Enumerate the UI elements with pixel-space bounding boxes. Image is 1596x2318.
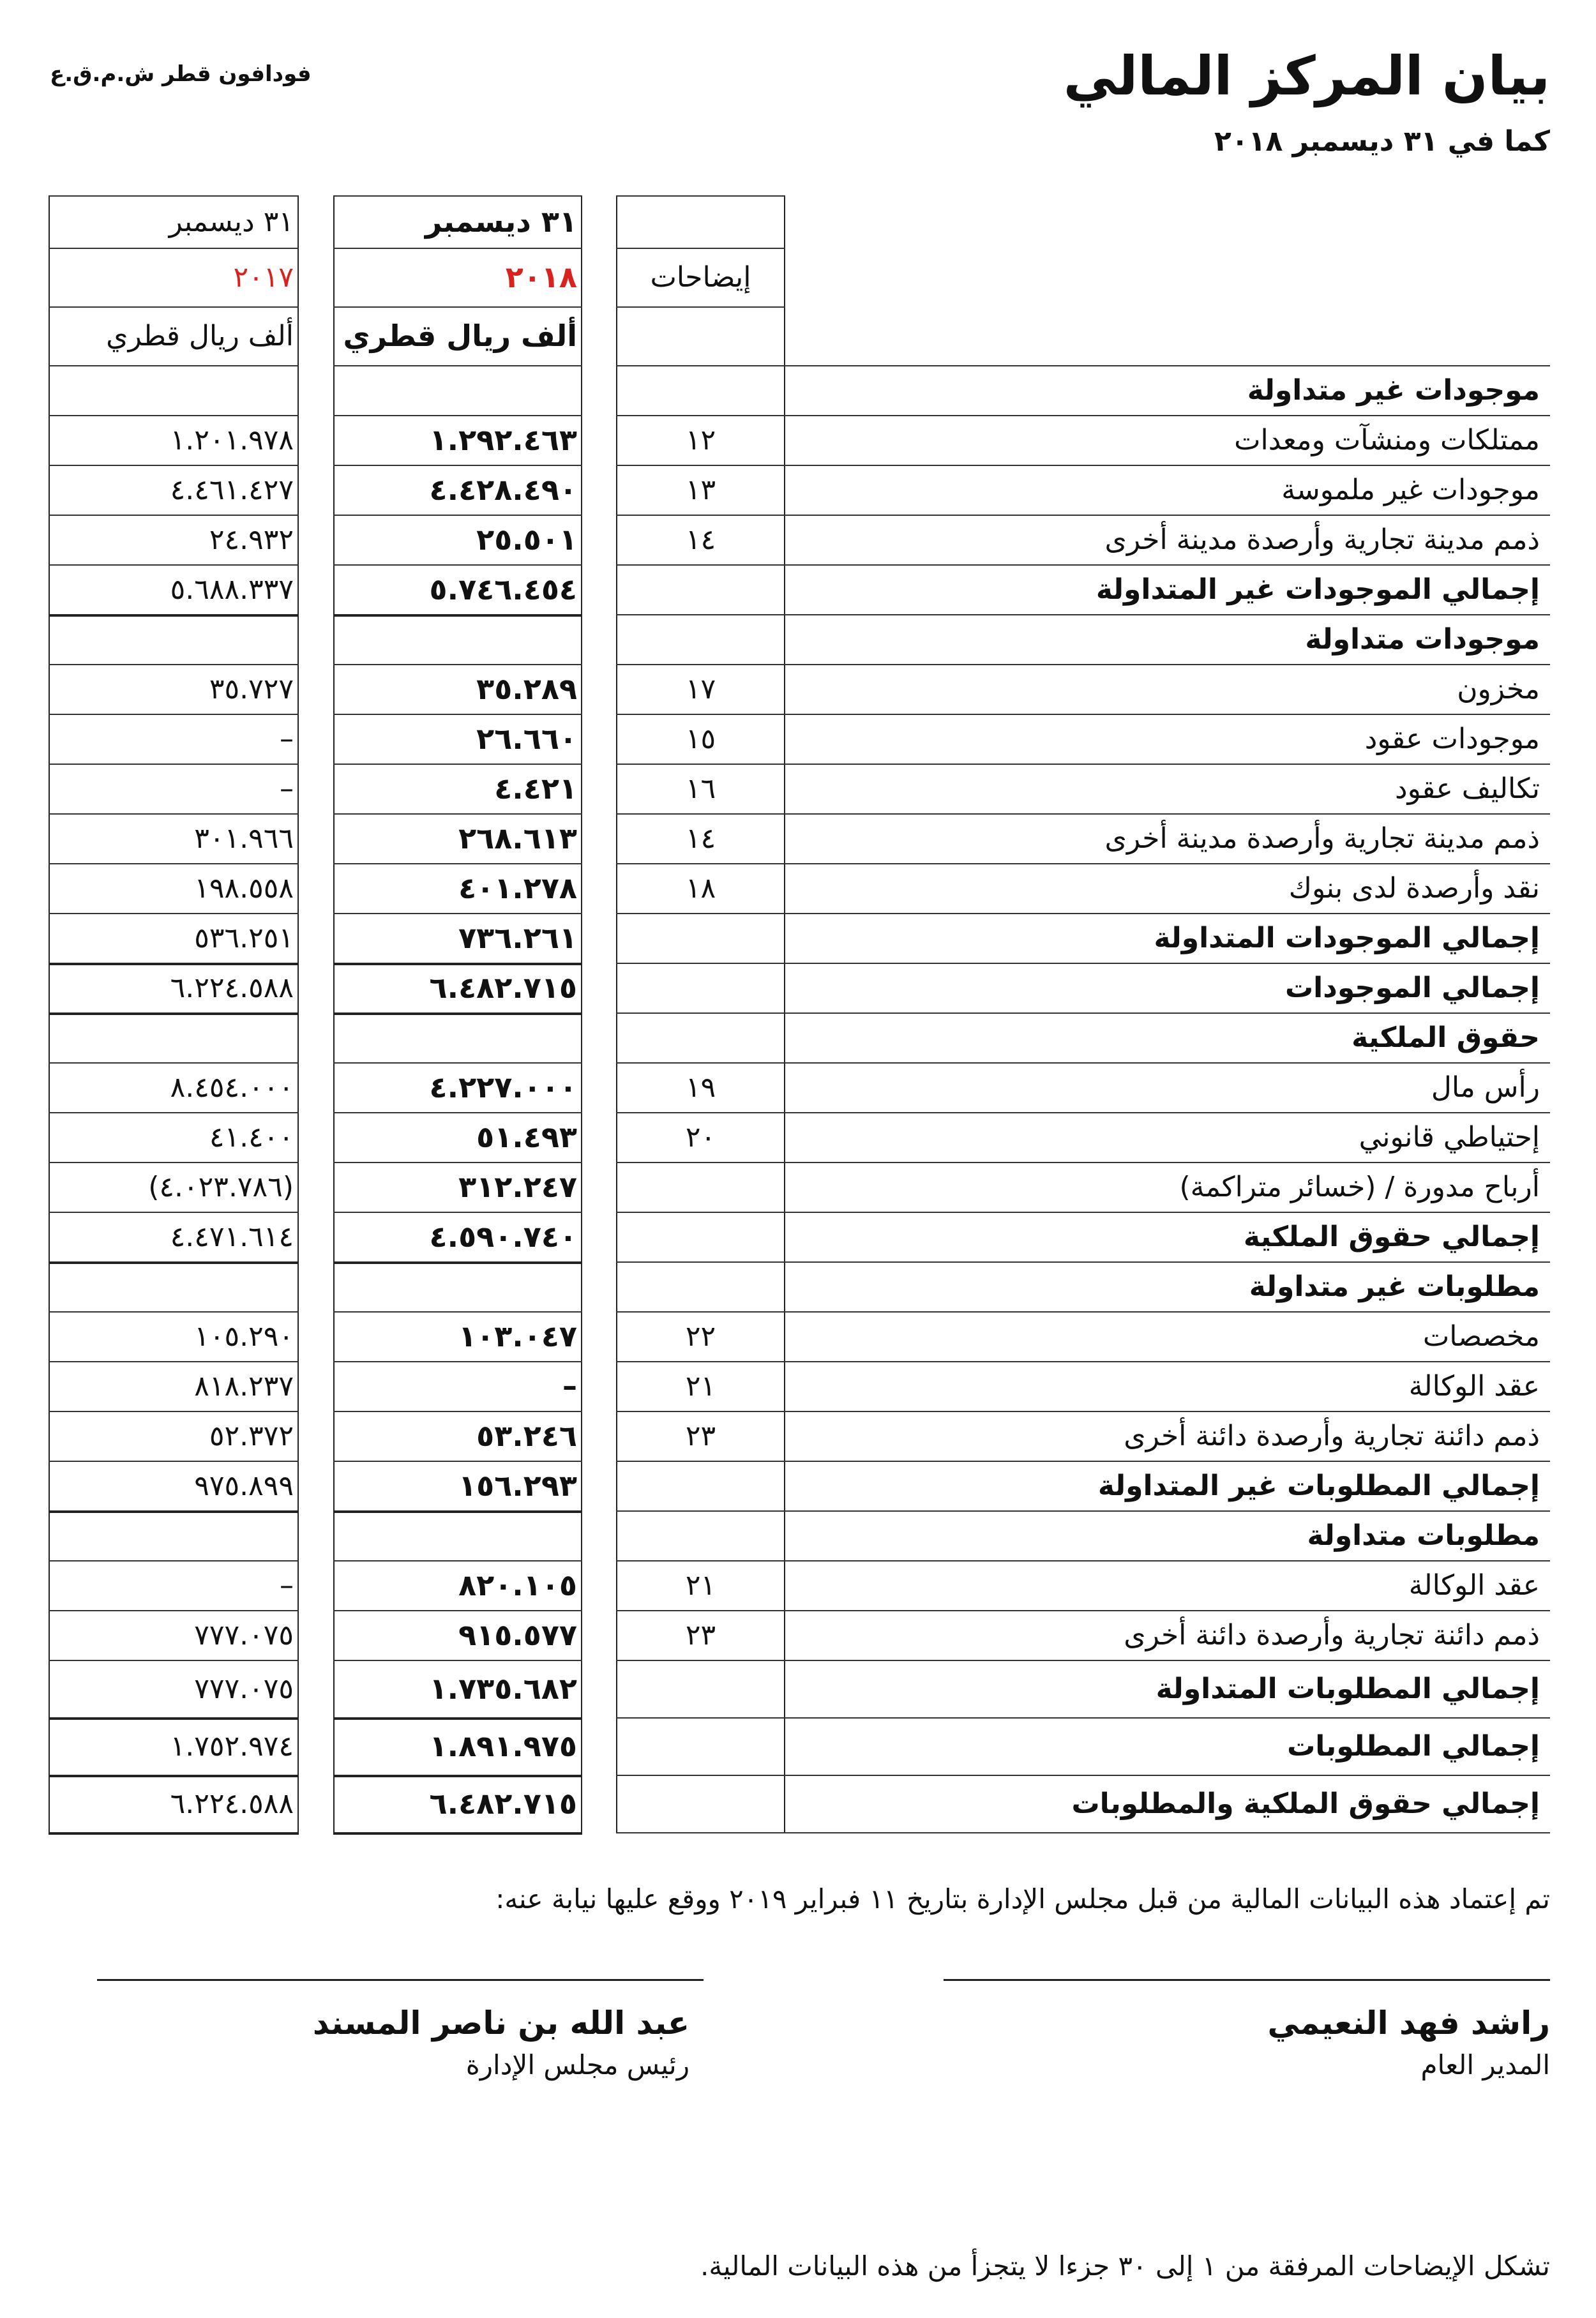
header-row-year <box>0 248 1596 306</box>
row-previous-value: ٣٥.٧٢٧ <box>209 672 294 705</box>
row-previous-value <box>49 1012 299 1062</box>
table-top-border <box>49 195 299 197</box>
row-label: إجمالي الموجودات المتداولة <box>1154 921 1540 954</box>
row-divider <box>785 1832 1550 1833</box>
header-divider <box>49 365 299 366</box>
table-row <box>0 465 1596 515</box>
row-current-value: ٢٦٨.٦١٣ <box>458 821 577 855</box>
row-label: ذمم دائنة تجارية وأرصدة دائنة أخرى <box>1124 1618 1540 1652</box>
table-row <box>0 1361 1596 1411</box>
table-row <box>0 1717 1596 1775</box>
row-divider <box>616 1832 785 1833</box>
current-year-header: ٢٠١٨ <box>505 260 577 294</box>
company-name: فودافون قطر ش.م.ق.ع <box>50 61 312 87</box>
header-divider <box>785 365 1550 366</box>
row-current-value: ٥.٧٤٦.٤٥٤ <box>429 572 577 606</box>
table-row <box>0 1660 1596 1717</box>
row-label: ممتلكات ومنشآت ومعدات <box>1234 423 1540 456</box>
table-row <box>0 764 1596 813</box>
row-current-value: – <box>562 1369 577 1403</box>
row-label: موجودات غير متداولة <box>1247 373 1540 407</box>
row-note-ref <box>616 1012 785 1062</box>
row-previous-value: ٥٢.٣٧٢ <box>209 1419 294 1452</box>
row-note-ref: ١٣ <box>685 473 716 506</box>
table-row <box>0 664 1596 714</box>
row-note-ref: ١٤ <box>685 523 716 556</box>
notes-header: إيضاحات <box>650 260 751 294</box>
row-note-ref <box>616 1461 785 1510</box>
row-label: إجمالي حقوق الملكية <box>1243 1220 1540 1253</box>
row-label: ذمم مدينة تجارية وأرصدة مدينة أخرى <box>1104 822 1540 855</box>
table-row <box>0 863 1596 913</box>
row-current-value: ٨٢٠.١٠٥ <box>458 1568 577 1602</box>
approval-statement: تم إعتماد هذه البيانات المالية من قبل مجلس الإدارة بتاريخ ١١ فبراير ٢٠١٩ ووقع عليها نيابة عنه: <box>495 1883 1550 1915</box>
header-divider <box>333 365 582 366</box>
row-current-value: ١.٢٩٢.٤٦٣ <box>429 423 577 457</box>
table-row <box>0 1560 1596 1610</box>
row-label: عقد الوكالة <box>1408 1569 1540 1602</box>
row-note-ref <box>616 963 785 1012</box>
table-row <box>0 714 1596 764</box>
table-row <box>0 963 1596 1012</box>
row-current-value: ٤.٤٢١ <box>494 771 577 806</box>
row-label: موجودات عقود <box>1364 722 1540 755</box>
header-divider <box>616 248 785 249</box>
row-current-value: ١.٨٩١.٩٧٥ <box>429 1729 577 1763</box>
row-note-ref <box>616 1212 785 1261</box>
row-label: إجمالي الموجودات غير المتداولة <box>1095 573 1540 606</box>
row-current-value: ٤.٥٩٠.٧٤٠ <box>429 1219 577 1254</box>
row-current-value: ٥١.٤٩٣ <box>476 1120 577 1154</box>
row-label: موجودات متداولة <box>1305 622 1540 656</box>
row-divider <box>333 1832 582 1835</box>
table-row <box>0 1411 1596 1461</box>
row-previous-value: ١٠٥.٢٩٠ <box>194 1320 294 1353</box>
row-divider <box>49 1832 299 1835</box>
row-label: ذمم مدينة تجارية وأرصدة مدينة أخرى <box>1104 523 1540 556</box>
table-row <box>0 813 1596 863</box>
row-note-ref <box>616 365 785 415</box>
previous-unit-header: ألف ريال قطري <box>106 319 294 352</box>
table-row <box>0 415 1596 465</box>
row-previous-value: ٧٧٧.٠٧٥ <box>194 1672 294 1705</box>
row-note-ref <box>616 1660 785 1717</box>
row-previous-value <box>49 1261 299 1311</box>
row-label: مخصصات <box>1422 1320 1540 1353</box>
row-label: مخزون <box>1457 672 1540 705</box>
table-row <box>0 1775 1596 1832</box>
header-divider <box>616 365 785 366</box>
row-previous-value: ٦.٢٢٤.٥٨٨ <box>170 971 294 1004</box>
row-previous-value: – <box>280 1569 294 1602</box>
row-previous-value: ٤.٤٧١.٦١٤ <box>170 1220 294 1253</box>
previous-year-header: ٢٠١٧ <box>233 260 294 294</box>
row-previous-value: ٨١٨.٢٣٧ <box>194 1369 294 1403</box>
previous-date-header: ٣١ ديسمبر <box>169 205 294 238</box>
row-label: عقد الوكالة <box>1408 1369 1540 1403</box>
row-note-ref <box>616 913 785 963</box>
footer-note: تشكل الإيضاحات المرفقة من ١ إلى ٣٠ جزءا لا يتجزأ من هذه البيانات المالية. <box>700 2250 1550 2282</box>
page-subtitle: كما في ٣١ ديسمبر ٢٠١٨ <box>1214 125 1550 158</box>
row-label: حقوق الملكية <box>1351 1021 1540 1054</box>
table-row <box>0 564 1596 614</box>
row-current-value <box>333 1510 582 1560</box>
row-previous-value: ٢٤.٩٣٢ <box>209 523 294 556</box>
row-note-ref <box>616 1510 785 1560</box>
row-label: أرباح مدورة / (خسائر متراكمة) <box>1179 1170 1540 1203</box>
row-note-ref: ١٧ <box>685 672 716 705</box>
row-current-value: ٩١٥.٥٧٧ <box>458 1618 577 1652</box>
row-label: إجمالي حقوق الملكية والمطلوبات <box>1071 1787 1540 1820</box>
row-previous-value: ٣٠١.٩٦٦ <box>194 822 294 855</box>
row-current-value: ٣٥.٢٨٩ <box>476 672 577 706</box>
row-previous-value <box>49 614 299 664</box>
table-row <box>0 1162 1596 1212</box>
header-divider <box>49 248 299 249</box>
row-previous-value: ٧٧٧.٠٧٥ <box>194 1618 294 1652</box>
row-previous-value: ٥٣٦.٢٥١ <box>194 921 294 954</box>
row-previous-value: ١٩٨.٥٥٨ <box>194 871 294 905</box>
row-previous-value: ٦.٢٢٤.٥٨٨ <box>170 1787 294 1820</box>
row-note-ref <box>616 1717 785 1775</box>
row-label: رأس مال <box>1431 1071 1540 1104</box>
row-current-value: ١٥٦.٢٩٣ <box>458 1468 577 1503</box>
row-label: إجمالي المطلوبات غير المتداولة <box>1097 1469 1540 1502</box>
row-previous-value: – <box>280 772 294 805</box>
row-current-value <box>333 1012 582 1062</box>
row-current-value: ٤.٢٢٧.٠٠٠ <box>429 1070 577 1104</box>
table-top-border <box>333 195 582 197</box>
header-divider <box>616 306 785 308</box>
header-divider <box>333 306 582 308</box>
row-label: إجمالي الموجودات <box>1284 971 1540 1004</box>
row-label: مطلوبات متداولة <box>1307 1519 1540 1552</box>
table-row <box>0 1610 1596 1660</box>
row-previous-value: – <box>280 722 294 755</box>
signatory-role-right: المدير العام <box>1420 2049 1550 2081</box>
row-previous-value: ٤.٤٦١.٤٢٧ <box>170 473 294 506</box>
row-label: إجمالي المطلوبات المتداولة <box>1156 1672 1540 1705</box>
row-current-value <box>333 1261 582 1311</box>
table-row <box>0 1261 1596 1311</box>
header-divider <box>333 248 582 249</box>
row-previous-value <box>49 365 299 415</box>
row-previous-value: (٤.٠٢٣.٧٨٦) <box>148 1170 294 1203</box>
table-row <box>0 614 1596 664</box>
row-note-ref <box>616 564 785 614</box>
row-current-value: ٦.٤٨٢.٧١٥ <box>429 1786 577 1821</box>
row-note-ref: ٢٣ <box>685 1618 716 1652</box>
row-current-value: ١٠٣.٠٤٧ <box>458 1319 577 1353</box>
header-divider <box>49 306 299 308</box>
current-date-header: ٣١ ديسمبر <box>425 204 577 239</box>
row-current-value: ٧٣٦.٢٦١ <box>458 921 577 955</box>
table-top-border <box>616 195 785 197</box>
row-current-value: ٤٠١.٢٧٨ <box>458 871 577 905</box>
row-note-ref: ٢٢ <box>685 1320 716 1353</box>
row-label: ذمم دائنة تجارية وأرصدة دائنة أخرى <box>1124 1419 1540 1452</box>
row-label: موجودات غير ملموسة <box>1281 473 1540 506</box>
table-row <box>0 1510 1596 1560</box>
signature-line-right <box>944 1979 1550 1981</box>
table-row <box>0 1012 1596 1062</box>
row-current-value: ٣١٢.٢٤٧ <box>458 1170 577 1204</box>
row-note-ref: ٢١ <box>685 1569 716 1602</box>
row-note-ref <box>616 1775 785 1832</box>
row-previous-value: ٨.٤٥٤.٠٠٠ <box>170 1071 294 1104</box>
row-current-value: ١.٧٣٥.٦٨٢ <box>429 1671 577 1706</box>
row-current-value <box>333 614 582 664</box>
row-note-ref <box>616 614 785 664</box>
row-previous-value: ١.٧٥٢.٩٧٤ <box>170 1729 294 1763</box>
header-row-date <box>0 195 1596 248</box>
row-label: إجمالي المطلوبات <box>1287 1729 1540 1763</box>
row-note-ref: ١٥ <box>685 722 716 755</box>
signatory-name-left: عبد الله بن ناصر المسند <box>312 2005 689 2042</box>
table-row <box>0 1311 1596 1361</box>
row-current-value: ٦.٤٨٢.٧١٥ <box>429 970 577 1005</box>
signature-line-left <box>97 1979 704 1981</box>
row-previous-value: ٥.٦٨٨.٣٣٧ <box>170 573 294 606</box>
row-note-ref: ١٤ <box>685 822 716 855</box>
table-row <box>0 365 1596 415</box>
row-label: تكاليف عقود <box>1394 772 1540 805</box>
row-previous-value: ١.٢٠١.٩٧٨ <box>170 423 294 456</box>
row-note-ref: ١٢ <box>685 423 716 456</box>
row-current-value: ٢٦.٦٦٠ <box>476 721 577 756</box>
row-current-value: ٢٥.٥٠١ <box>476 522 577 557</box>
page-title: بيان المركز المالي <box>1063 45 1550 107</box>
header-row-unit <box>0 306 1596 365</box>
row-label: نقد وأرصدة لدى بنوك <box>1288 871 1540 905</box>
row-note-ref: ٢٠ <box>685 1120 716 1154</box>
row-current-value <box>333 365 582 415</box>
row-previous-value: ٩٧٥.٨٩٩ <box>194 1469 294 1502</box>
row-current-value: ٤.٤٢٨.٤٩٠ <box>429 472 577 507</box>
row-note-ref <box>616 1261 785 1311</box>
row-note-ref: ٢٣ <box>685 1419 716 1452</box>
table-row <box>0 1212 1596 1261</box>
table-row <box>0 515 1596 564</box>
row-previous-value: ٤١.٤٠٠ <box>209 1120 294 1154</box>
table-row <box>0 1112 1596 1162</box>
row-note-ref: ١٦ <box>685 772 716 805</box>
row-note-ref: ٢١ <box>685 1369 716 1403</box>
row-current-value: ٥٣.٢٤٦ <box>476 1419 577 1453</box>
table-row <box>0 1062 1596 1112</box>
table-row <box>0 1461 1596 1510</box>
row-note-ref: ١٨ <box>685 871 716 905</box>
row-label: مطلوبات غير متداولة <box>1249 1270 1540 1303</box>
signatory-name-right: راشد فهد النعيمي <box>1267 2005 1550 2042</box>
row-label: إحتياطي قانوني <box>1359 1120 1540 1154</box>
row-note-ref: ١٩ <box>685 1071 716 1104</box>
row-previous-value <box>49 1510 299 1560</box>
current-unit-header: ألف ريال قطري <box>343 319 577 353</box>
table-row <box>0 913 1596 963</box>
signatory-role-left: رئيس مجلس الإدارة <box>465 2049 689 2081</box>
row-note-ref <box>616 1162 785 1212</box>
